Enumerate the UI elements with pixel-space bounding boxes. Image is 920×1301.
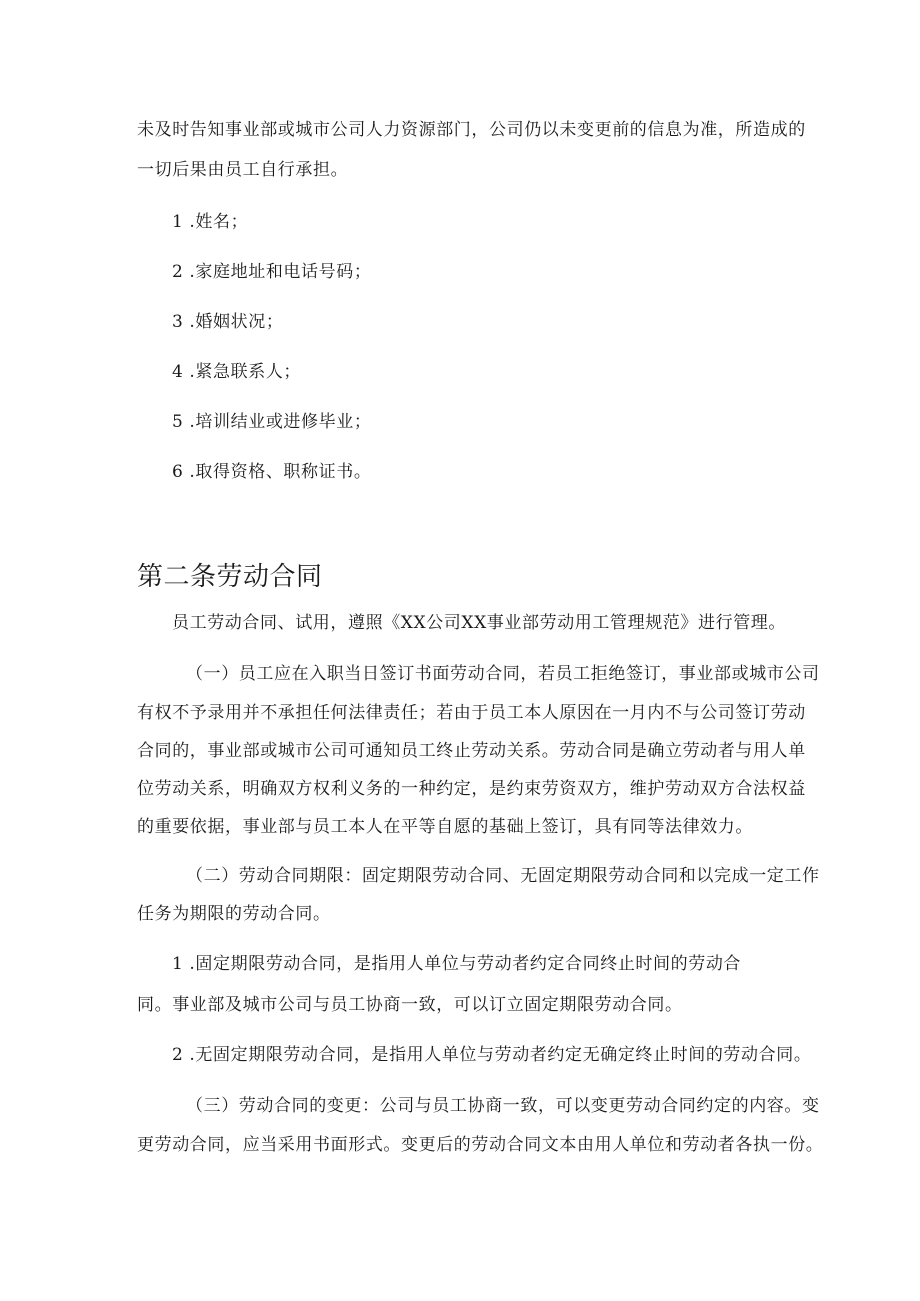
intro-line-2: 一切后果由员工自行承担。 <box>137 160 349 180</box>
term2-line: 2 .无固定期限劳动合同，是指用人单位与劳动者约定无确定终止时间的劳动合同。 <box>172 1045 812 1065</box>
clause1-line-1: （一）员工应在入职当日签订书面劳动合同，若员工拒绝签订，事业部或城市公司 <box>186 664 820 684</box>
term1-line-1: 1 .固定期限劳动合同，是指用人单位与劳动者约定合同终止时间的劳动合 <box>172 954 742 974</box>
clause1-line-5: 的重要依据，事业部与员工本人在平等自愿的基础上签订，具有同等法律效力。 <box>137 817 753 837</box>
info-item-2: 2 .家庭地址和电话号码； <box>172 262 372 282</box>
info-item-5: 5 .培训结业或进修毕业； <box>172 412 372 432</box>
info-item-3: 3 .婚姻状况； <box>172 312 284 332</box>
section-intro: 员工劳动合同、试用，遵照《XX公司XX事业部劳动用工管理规范》进行管理。 <box>172 613 787 633</box>
info-item-4: 4 .紧急联系人； <box>172 362 302 382</box>
section-title: 第二条劳动合同 <box>137 562 323 592</box>
clause2-line-1: （二）劳动合同期限：固定期限劳动合同、无固定期限劳动合同和以完成一定工作 <box>186 866 820 886</box>
term1-line-2: 同。事业部及城市公司与员工协商一致，可以订立固定期限劳动合同。 <box>137 995 683 1015</box>
info-item-1: 1 .姓名； <box>172 212 249 232</box>
intro-line-1: 未及时告知事业部或城市公司人力资源部门，公司仍以未变更前的信息为准，所造成的 <box>137 120 806 140</box>
clause2-line-2: 任务为期限的劳动合同。 <box>137 904 331 924</box>
clause1-line-4: 位劳动关系，明确双方权利义务的一种约定，是约束劳资双方，维护劳动双方合法权益 <box>137 779 806 799</box>
clause1-line-3: 合同的，事业部或城市公司可通知员工终止劳动关系。劳动合同是确立劳动者与用人单 <box>137 741 806 761</box>
clause1-line-2: 有权不予录用并不承担任何法律责任；若由于员工本人原因在一月内不与公司签订劳动 <box>137 703 806 723</box>
info-item-6: 6 .取得资格、职称证书。 <box>172 462 372 482</box>
clause3-line-1: （三）劳动合同的变更：公司与员工协商一致，可以变更劳动合同约定的内容。变 <box>186 1096 820 1116</box>
clause3-line-2: 更劳动合同，应当采用书面形式。变更后的劳动合同文本由用人单位和劳动者各执一份。 <box>137 1135 824 1155</box>
